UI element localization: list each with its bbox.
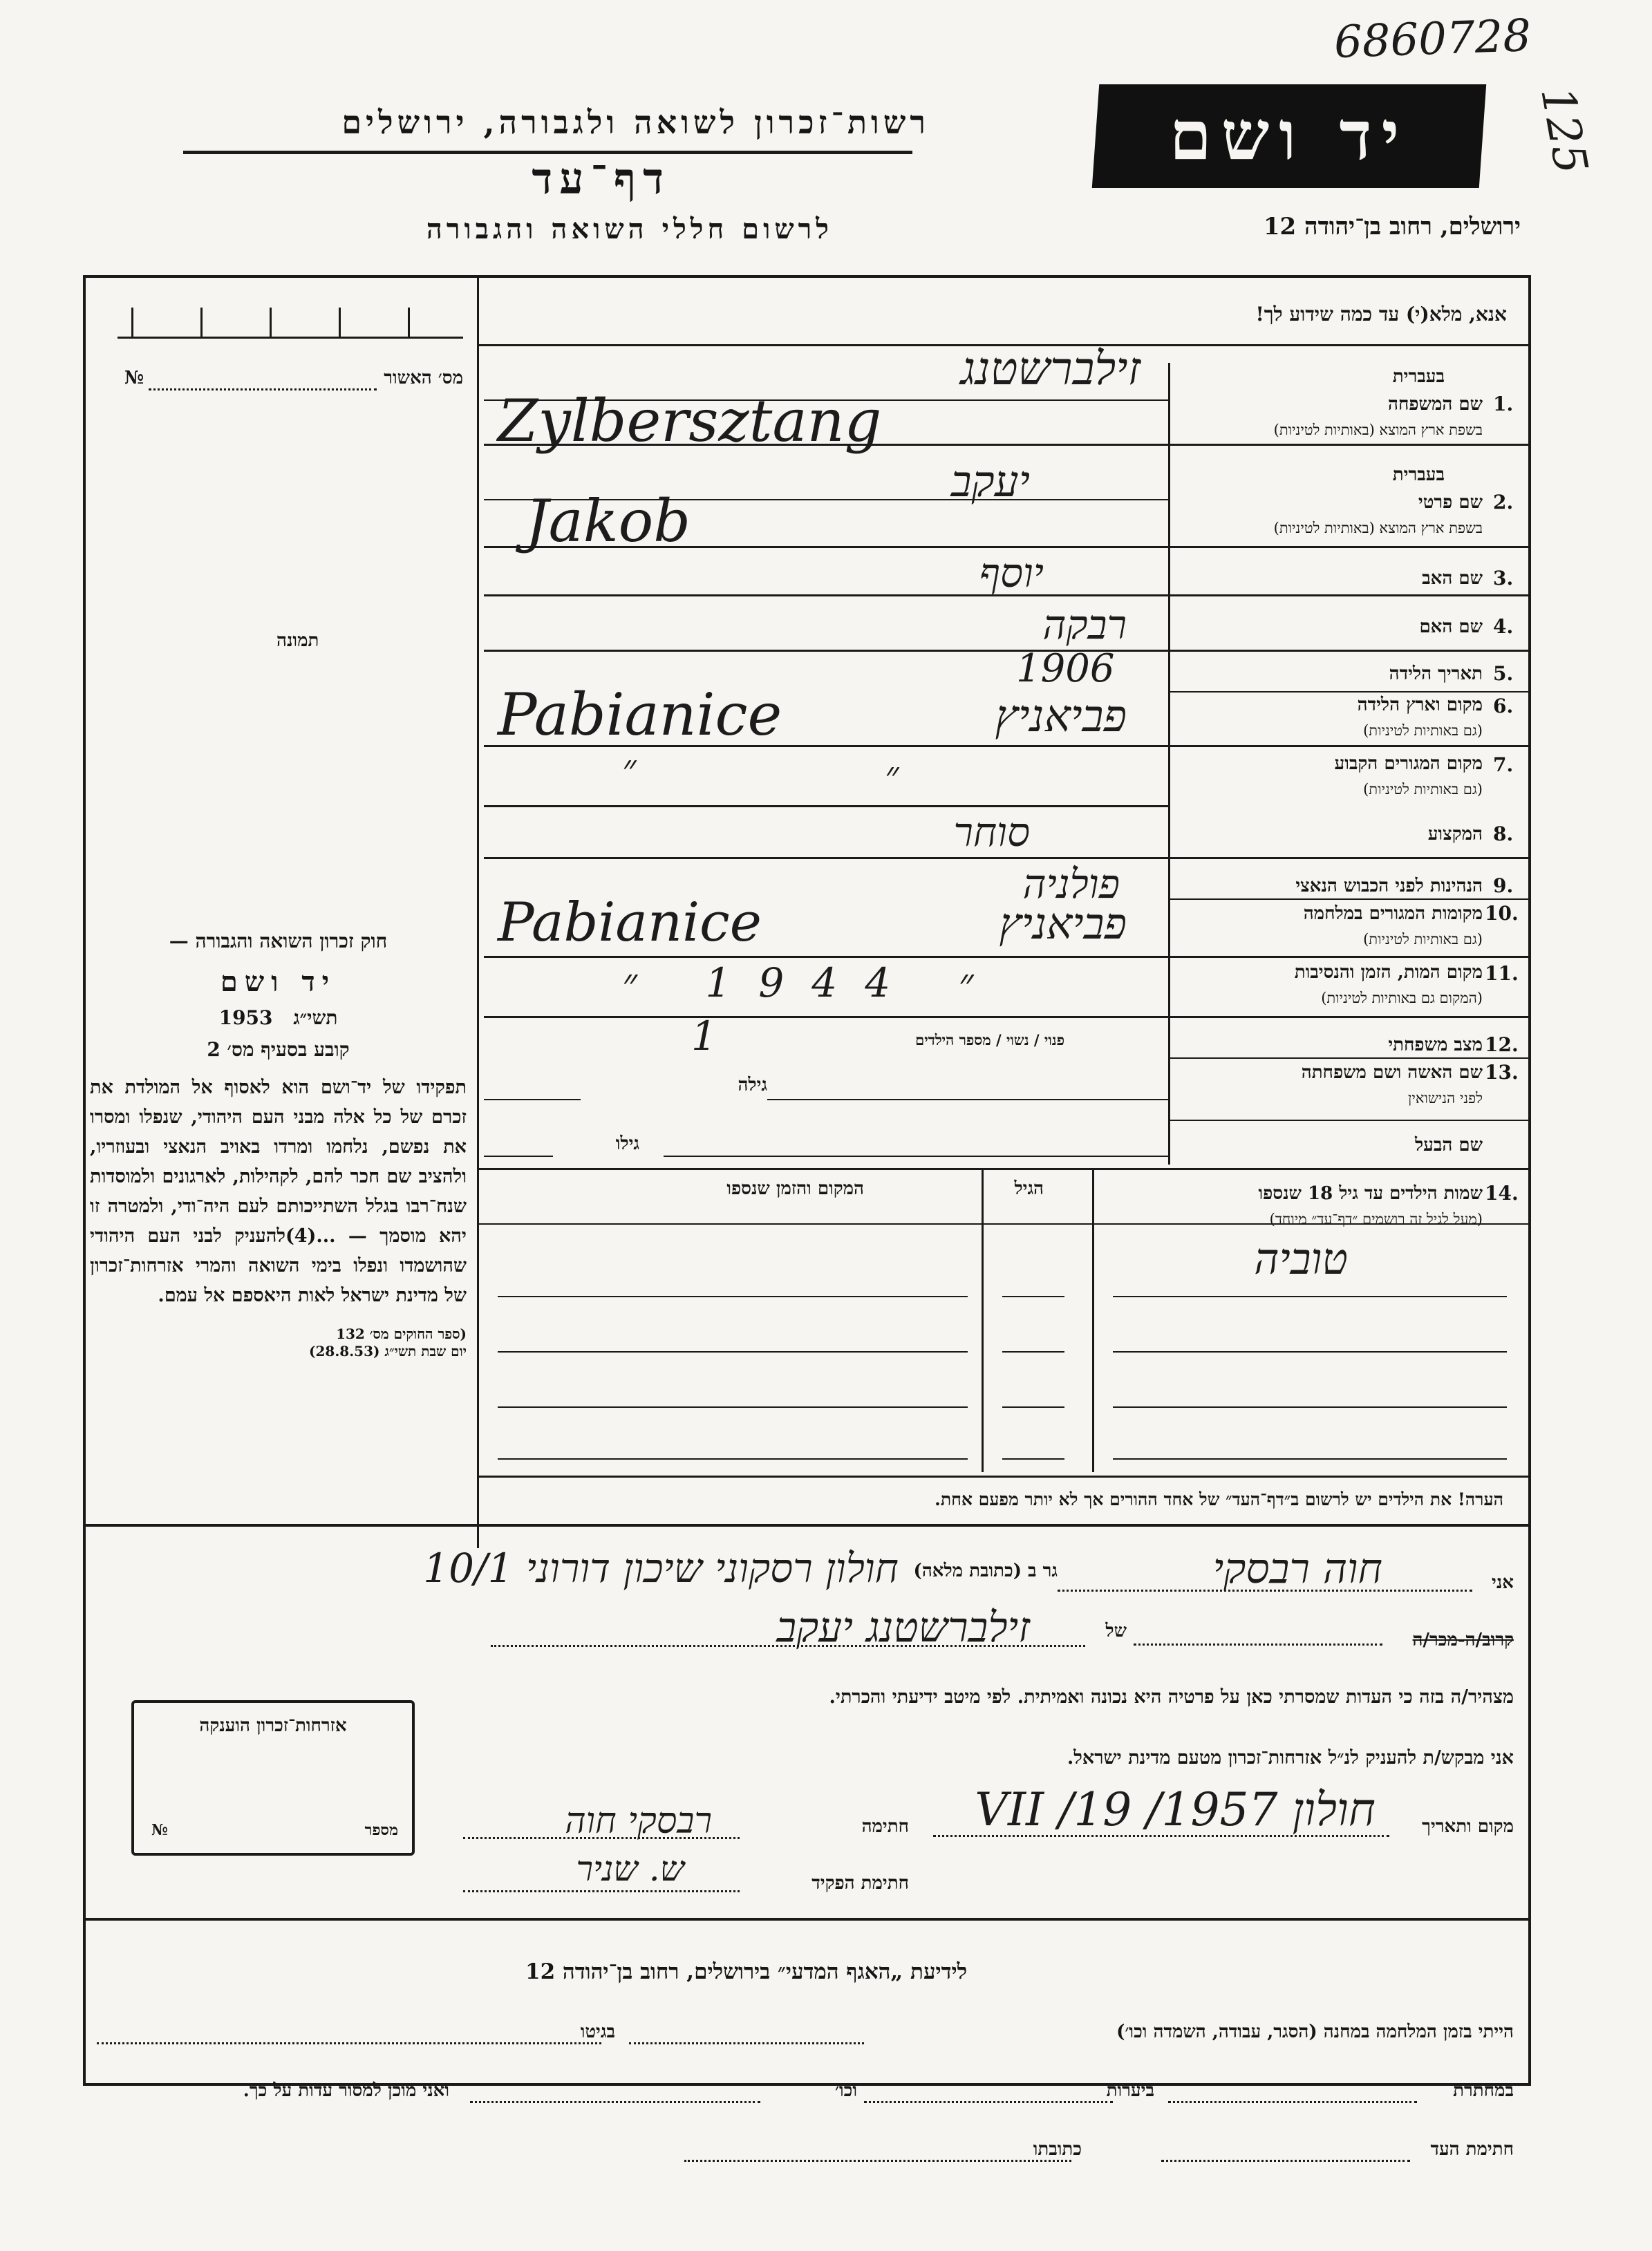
law-gazette: (ספר החוקים מס׳ 132 bbox=[336, 1326, 467, 1342]
footer-line1-a: הייתי בזמן המלחמה במחנה (הסגר, עבודה, השמדה וכו׳) bbox=[1116, 2022, 1514, 2042]
row-line bbox=[1168, 898, 1531, 900]
officer-label: חתימת הפקיד bbox=[811, 1873, 909, 1894]
witness-line bbox=[463, 1890, 740, 1892]
law-year-num: 1953 bbox=[218, 1006, 273, 1029]
f12-label: מצב משפחתי bbox=[1388, 1035, 1483, 1055]
f2-sub: בשפת ארץ המוצא (באותיות לטיניות) bbox=[1273, 520, 1483, 536]
place-date-value: חולון 1957/ 19/ VII bbox=[975, 1783, 1376, 1836]
children-row-line bbox=[1113, 1351, 1507, 1353]
f1-num: 1. bbox=[1493, 393, 1514, 415]
f12-num: 12. bbox=[1485, 1033, 1519, 1056]
f3-value: יוסף bbox=[979, 549, 1044, 596]
f14-age-col: הגיל bbox=[1014, 1178, 1044, 1199]
f13-label: שם האשה ושם משפחתה bbox=[1301, 1062, 1483, 1083]
law-gazette-date: יום שבת תשי״ג (28.8.53) bbox=[309, 1343, 467, 1359]
f5-value: 1906 bbox=[1016, 646, 1115, 691]
declaration-text: מצהיר/ה בזה כי העדות שמסרתי כאן על פרטיה היא נכונה ואמיתית. לפי מיטב ידיעתי והכרתי. bbox=[829, 1686, 1514, 1708]
f7-num: 7. bbox=[1493, 753, 1514, 776]
law-year-heb: תשי״ג bbox=[293, 1006, 338, 1029]
officer-value: ש. שניר bbox=[576, 1849, 684, 1889]
children-row-line bbox=[498, 1458, 968, 1460]
f10-num: 10. bbox=[1485, 902, 1519, 925]
margin-note: 125 bbox=[1530, 82, 1598, 178]
f6-label: מקום וארץ הלידה bbox=[1357, 695, 1483, 715]
f1-latin-value: Zylbersztang bbox=[498, 387, 882, 455]
f8-value: סוחר bbox=[953, 809, 1030, 856]
row-line bbox=[484, 499, 1168, 500]
f13-num: 13. bbox=[1485, 1061, 1519, 1084]
f9-num: 9. bbox=[1493, 874, 1514, 897]
citizenship-box-number: מספר bbox=[364, 1821, 398, 1839]
footer-line2-d: ואני מוכן למסור עדות על כך. bbox=[243, 2080, 449, 2101]
f13-sub: לפני הנישואין bbox=[1408, 1090, 1483, 1106]
f10-label: מקומות המגורים במלחמה bbox=[1303, 903, 1483, 924]
logo-text: יד ושם bbox=[1169, 96, 1409, 176]
footer-line bbox=[1161, 2160, 1410, 2162]
children-row-line bbox=[1002, 1296, 1064, 1297]
f2-label: שם פרטי bbox=[1418, 492, 1483, 513]
row-line bbox=[477, 1476, 1531, 1478]
f4-num: 4. bbox=[1493, 615, 1514, 638]
row-line bbox=[484, 546, 1531, 548]
f5-num: 5. bbox=[1493, 662, 1514, 685]
f3-num: 3. bbox=[1493, 567, 1514, 590]
f6-latin-value: Pabianice bbox=[498, 681, 782, 748]
law-box bbox=[90, 930, 467, 1360]
f2-latin-value: Jakob bbox=[525, 487, 691, 555]
row-line bbox=[484, 399, 1168, 401]
f11-value: ״ 1944 ״ bbox=[622, 959, 1002, 1006]
f1-label: שם המשפחה bbox=[1388, 394, 1483, 415]
row-line bbox=[1168, 691, 1531, 693]
f10-value: פביאניץ bbox=[999, 898, 1127, 949]
of-value: זילברשטנג יעקב bbox=[776, 1603, 1030, 1652]
request-text: אני מבקש/ת להעניק לנ״ל אזרחות־זכרון מטעם מדינת ישראל. bbox=[1067, 1747, 1514, 1769]
footer-line bbox=[470, 2101, 760, 2103]
archive-number: 6860728 bbox=[1333, 10, 1532, 68]
f7-value-b: ״ bbox=[885, 753, 899, 797]
f14-place-col: המקום והזמן שנספו bbox=[726, 1178, 864, 1199]
row-line bbox=[664, 1156, 1168, 1157]
section-line bbox=[83, 1524, 1531, 1527]
footer-heading: לידיעת „האגף המדעי״ בירושלים, רחוב בן־יהודה 12 bbox=[525, 1959, 968, 1984]
f7-label: מקום המגורים הקבוע bbox=[1334, 753, 1483, 774]
f8-label: המקצוע bbox=[1427, 824, 1483, 845]
photo-label: תמונה bbox=[276, 630, 319, 651]
row-line bbox=[484, 805, 1168, 807]
row-line bbox=[484, 745, 1531, 747]
f6-sub: (גם באותיות לטיניות) bbox=[1363, 722, 1483, 739]
row-line bbox=[484, 444, 1531, 446]
f3-label: שם האב bbox=[1422, 568, 1483, 589]
children-row-line bbox=[1002, 1406, 1064, 1408]
witness-line bbox=[933, 1835, 1389, 1837]
f5-label: תאריך הלידה bbox=[1389, 663, 1483, 684]
witness-address-value: חולון רסקוני שיכון דורוני 10/1 bbox=[423, 1545, 899, 1592]
witness-name-value: חוה רבסקי bbox=[1212, 1545, 1382, 1593]
row-line bbox=[477, 1168, 1531, 1170]
row-line bbox=[484, 594, 1531, 596]
footer-line1-b: בגיטו bbox=[580, 2022, 615, 2042]
husband-age-label: גילו bbox=[615, 1133, 639, 1154]
signature-value: רבסקי חוה bbox=[565, 1800, 712, 1842]
f1-hebrew-value: זילברשטנג bbox=[960, 342, 1141, 395]
row-line bbox=[484, 1016, 1531, 1018]
note-text: הערה! את הילדים יש לרשום ב״דף־העד״ של אחד ההורים אך לא יותר מפעם אחת. bbox=[935, 1489, 1503, 1509]
approval-no-sign: № bbox=[124, 368, 144, 388]
f11-num: 11. bbox=[1485, 962, 1519, 985]
children-row-line bbox=[1113, 1296, 1507, 1297]
f2-hebrew-value: יעקב bbox=[950, 456, 1030, 507]
footer-line bbox=[684, 2160, 1071, 2162]
witness-line bbox=[491, 1645, 1085, 1647]
row-line bbox=[767, 1099, 1168, 1100]
f7-value-a: ״ bbox=[622, 746, 637, 790]
f12-value: 1 bbox=[691, 1013, 717, 1059]
f14-child-entry: טוביה bbox=[1254, 1234, 1348, 1284]
citizenship-box-title: אזרחות־זכרון הוענקה bbox=[199, 1715, 347, 1736]
row-line bbox=[484, 650, 1531, 652]
section-line bbox=[83, 1918, 1531, 1921]
children-row-line bbox=[1002, 1351, 1064, 1353]
place-date-label: מקום ותאריך bbox=[1422, 1816, 1514, 1837]
citizenship-box bbox=[131, 1700, 415, 1856]
children-col-divider bbox=[1092, 1168, 1094, 1472]
footer-line bbox=[629, 2042, 864, 2044]
footer-line bbox=[97, 2042, 601, 2044]
approval-ticks bbox=[118, 297, 463, 339]
label-column-divider bbox=[1168, 363, 1170, 1165]
children-col-divider bbox=[982, 1168, 984, 1472]
row-line bbox=[484, 956, 1531, 958]
f12-options: פנוי / נשוי / מספר הילדים bbox=[915, 1031, 1064, 1048]
f6-value: פביאניץ bbox=[995, 691, 1127, 742]
law-title: חוק זכרון השואה והגבורה — bbox=[169, 930, 388, 952]
instruction-line: אנא, מלא(י) עד כמה שידוע לך! bbox=[1255, 303, 1507, 326]
law-clause: קובע בסעיף מס׳ 2 bbox=[207, 1038, 350, 1061]
f4-value: רבקה bbox=[1042, 601, 1127, 648]
footer-line bbox=[1168, 2101, 1417, 2103]
relation-label: קרוב/ה-מכר/ה bbox=[1412, 1630, 1514, 1650]
f10-latin-value: Pabianice bbox=[498, 892, 762, 954]
office-address: ירושלים, רחוב בן־יהודה 12 bbox=[1263, 213, 1521, 241]
citizenship-box-no: № bbox=[151, 1821, 168, 1839]
ani-label: אני bbox=[1492, 1572, 1514, 1593]
f2-num: 2. bbox=[1493, 491, 1514, 514]
f14-label: שמות הילדים עד גיל 18 שנספו bbox=[1258, 1183, 1483, 1204]
footer-line bbox=[864, 2101, 1113, 2103]
approval-label: מס׳ האשור bbox=[384, 368, 463, 388]
f10-sub: (גם באותיות לטיניות) bbox=[1363, 931, 1483, 948]
f6-num: 6. bbox=[1493, 695, 1514, 717]
f8-num: 8. bbox=[1493, 822, 1514, 845]
f9-label: הנהינות לפני הכבוש הנאצי bbox=[1295, 876, 1483, 896]
children-row-line bbox=[1002, 1458, 1064, 1460]
row-line bbox=[484, 857, 1531, 859]
f11-sub: (המקום גם באותיות לטיניות) bbox=[1321, 990, 1483, 1006]
footer-line2-b: ביערות bbox=[1106, 2080, 1154, 2101]
law-year bbox=[90, 1006, 467, 1030]
law-text: תפקידו של יד־ושם הוא לאסוף אל המולדת את זכרם של כל אלה מבני העם היהודי, שנפלו ומסרו את נפשם, נלחמו ומרדו באויב הנאצי ובעוזריו, ולהציב שם חכר להם, לקהילות, לארגונים ולמוסדות שנח־רבו בגלל השתייכותם לעם היה־ודי, ולמטרה זו יהא מוסמך — ...(4)להעניק לבני העם היהודי שהושמדו ונפלו בימי השואה והמרי אזרחות־זכרון של מדינת ישראל לאות היאספם אל עמם. bbox=[90, 1077, 467, 1306]
of-label: של bbox=[1105, 1621, 1127, 1641]
f11-label: מקום המות, הזמן והנסיבות bbox=[1294, 962, 1483, 983]
f1-hebrew-label: בעברית bbox=[1392, 366, 1445, 387]
yad-vashem-logo bbox=[1092, 84, 1486, 188]
f13-age-label: גילה bbox=[738, 1075, 767, 1095]
left-column-divider bbox=[477, 276, 479, 1548]
f4-label: שם האם bbox=[1419, 616, 1483, 637]
footer-line3-a: חתימת העד bbox=[1430, 2139, 1514, 2160]
footer-line2-a: במחתרת bbox=[1453, 2080, 1514, 2101]
witness-line bbox=[463, 1837, 740, 1839]
children-row-line bbox=[1113, 1406, 1507, 1408]
row-line bbox=[1168, 1120, 1531, 1121]
f14-num: 14. bbox=[1485, 1182, 1519, 1205]
husband-label: שם הבעל bbox=[1414, 1135, 1483, 1156]
f1-sub: בשפת ארץ המוצא (באותיות לטיניות) bbox=[1273, 422, 1483, 438]
footer-line3-b: כתובתו bbox=[1033, 2139, 1082, 2160]
form-title: דף־עד bbox=[532, 153, 670, 204]
authority-name: רשות־זכרון לשואה ולגבורה, ירושלים bbox=[341, 104, 930, 141]
children-row-line bbox=[498, 1351, 968, 1353]
children-row-line bbox=[1113, 1458, 1507, 1460]
f7-sub: (גם באותיות לטיניות) bbox=[1363, 781, 1483, 798]
resident-label: גר ב (כתובת מלאה) bbox=[913, 1561, 1058, 1581]
form-subtitle: לרשום חללי השואה והגבורה bbox=[426, 213, 833, 245]
row-line bbox=[1168, 1057, 1531, 1059]
law-logo: יד ושם bbox=[220, 966, 337, 998]
row-line bbox=[484, 1156, 553, 1157]
f9-value: פולניה bbox=[1022, 860, 1120, 907]
row-line bbox=[484, 1099, 581, 1100]
row-line bbox=[477, 1223, 1531, 1225]
f2-hebrew-label: בעברית bbox=[1392, 464, 1445, 485]
children-row-line bbox=[498, 1406, 968, 1408]
f14-sub: (מעל לגיל זה רושמים ״דף־עד״ מיוחד) bbox=[1269, 1211, 1483, 1227]
children-row-line bbox=[498, 1296, 968, 1297]
signature-label: חתימה bbox=[861, 1816, 909, 1837]
witness-line bbox=[1134, 1643, 1382, 1646]
footer-line2-c: וכו׳ bbox=[834, 2080, 857, 2101]
approval-line bbox=[149, 388, 377, 390]
